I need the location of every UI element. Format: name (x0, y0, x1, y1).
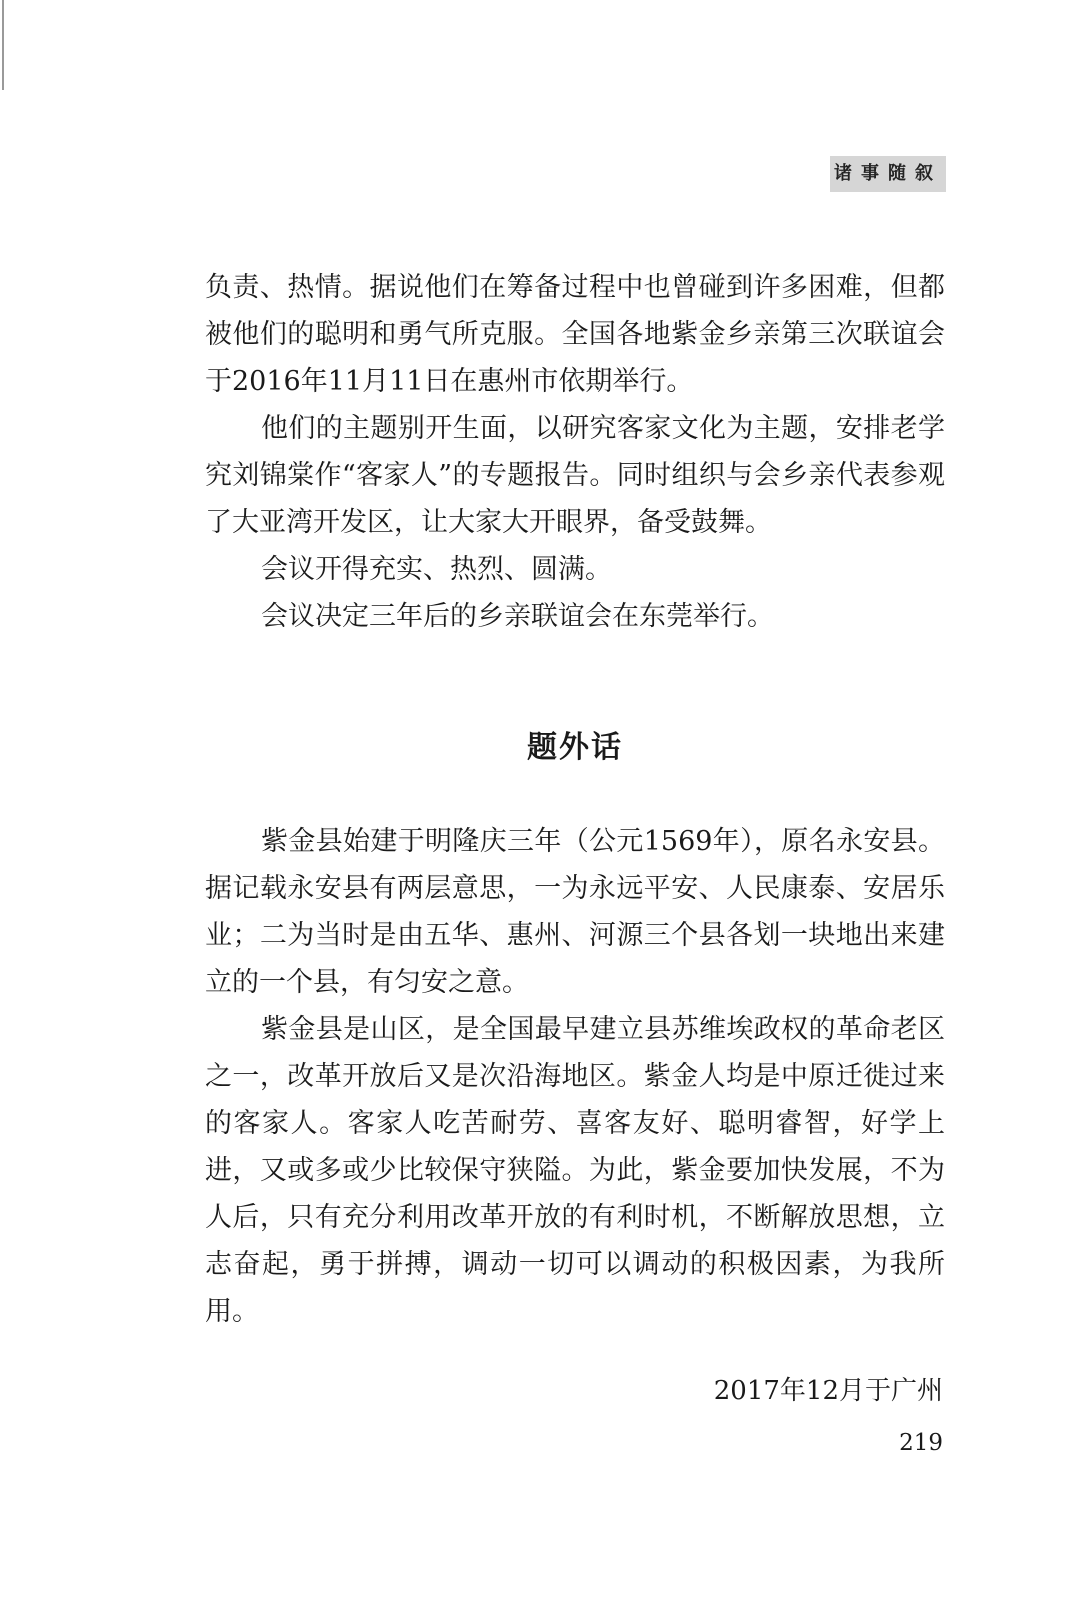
paragraph: 紫金县是山区，是全国最早建立县苏维埃政权的革命老区之一，改革开放后又是次沿海地区。紫金人均是中原迁徙过来的客家人。客家人吃苦耐劳、喜客友好、聪明睿智，好学上进，又或多或少比较保守狭隘。为此，紫金要加快发展，不为人后，只有充分利用改革开放的有利时机，不断解放思想，立志奋起，勇于拼搏，调动一切可以调动的积极因素，为我所用。 (205, 1014, 945, 1327)
paragraph: 他们的主题别开生面，以研究客家文化为主题，安排老学究刘锦棠作“客家人”的专题报告。同时组织与会乡亲代表参观了大亚湾开发区，让大家大开眼界，备受鼓舞。 (205, 413, 945, 538)
section-1-body (205, 264, 945, 640)
section-2-body (205, 818, 945, 1335)
page-number: 219 (899, 1430, 943, 1456)
paragraph: 会议决定三年后的乡亲联谊会在东莞举行。 (261, 601, 774, 632)
paragraph: 会议开得充实、热烈、圆满。 (261, 554, 612, 585)
paragraph: 紫金县始建于明隆庆三年（公元1569年），原名永安县。据记载永安县有两层意思，一为永远平安、人民康泰、安居乐业；二为当时是由五华、惠州、河源三个县各划一块地出来建立的一个县，有匀安之意。 (205, 826, 945, 998)
running-header: 诸事随叙 (830, 156, 946, 192)
paragraph-continued: 负责、热情。据说他们在筹备过程中也曾碰到许多困难，但都被他们的聪明和勇气所克服。全国各地紫金乡亲第三次联谊会于2016年11月11日在惠州市依期举行。 (205, 272, 945, 397)
date-place-signature: 2017年12月于广州 (713, 1376, 943, 1406)
section-title: 题外话 (527, 730, 623, 765)
page-edge-line (2, 0, 4, 90)
